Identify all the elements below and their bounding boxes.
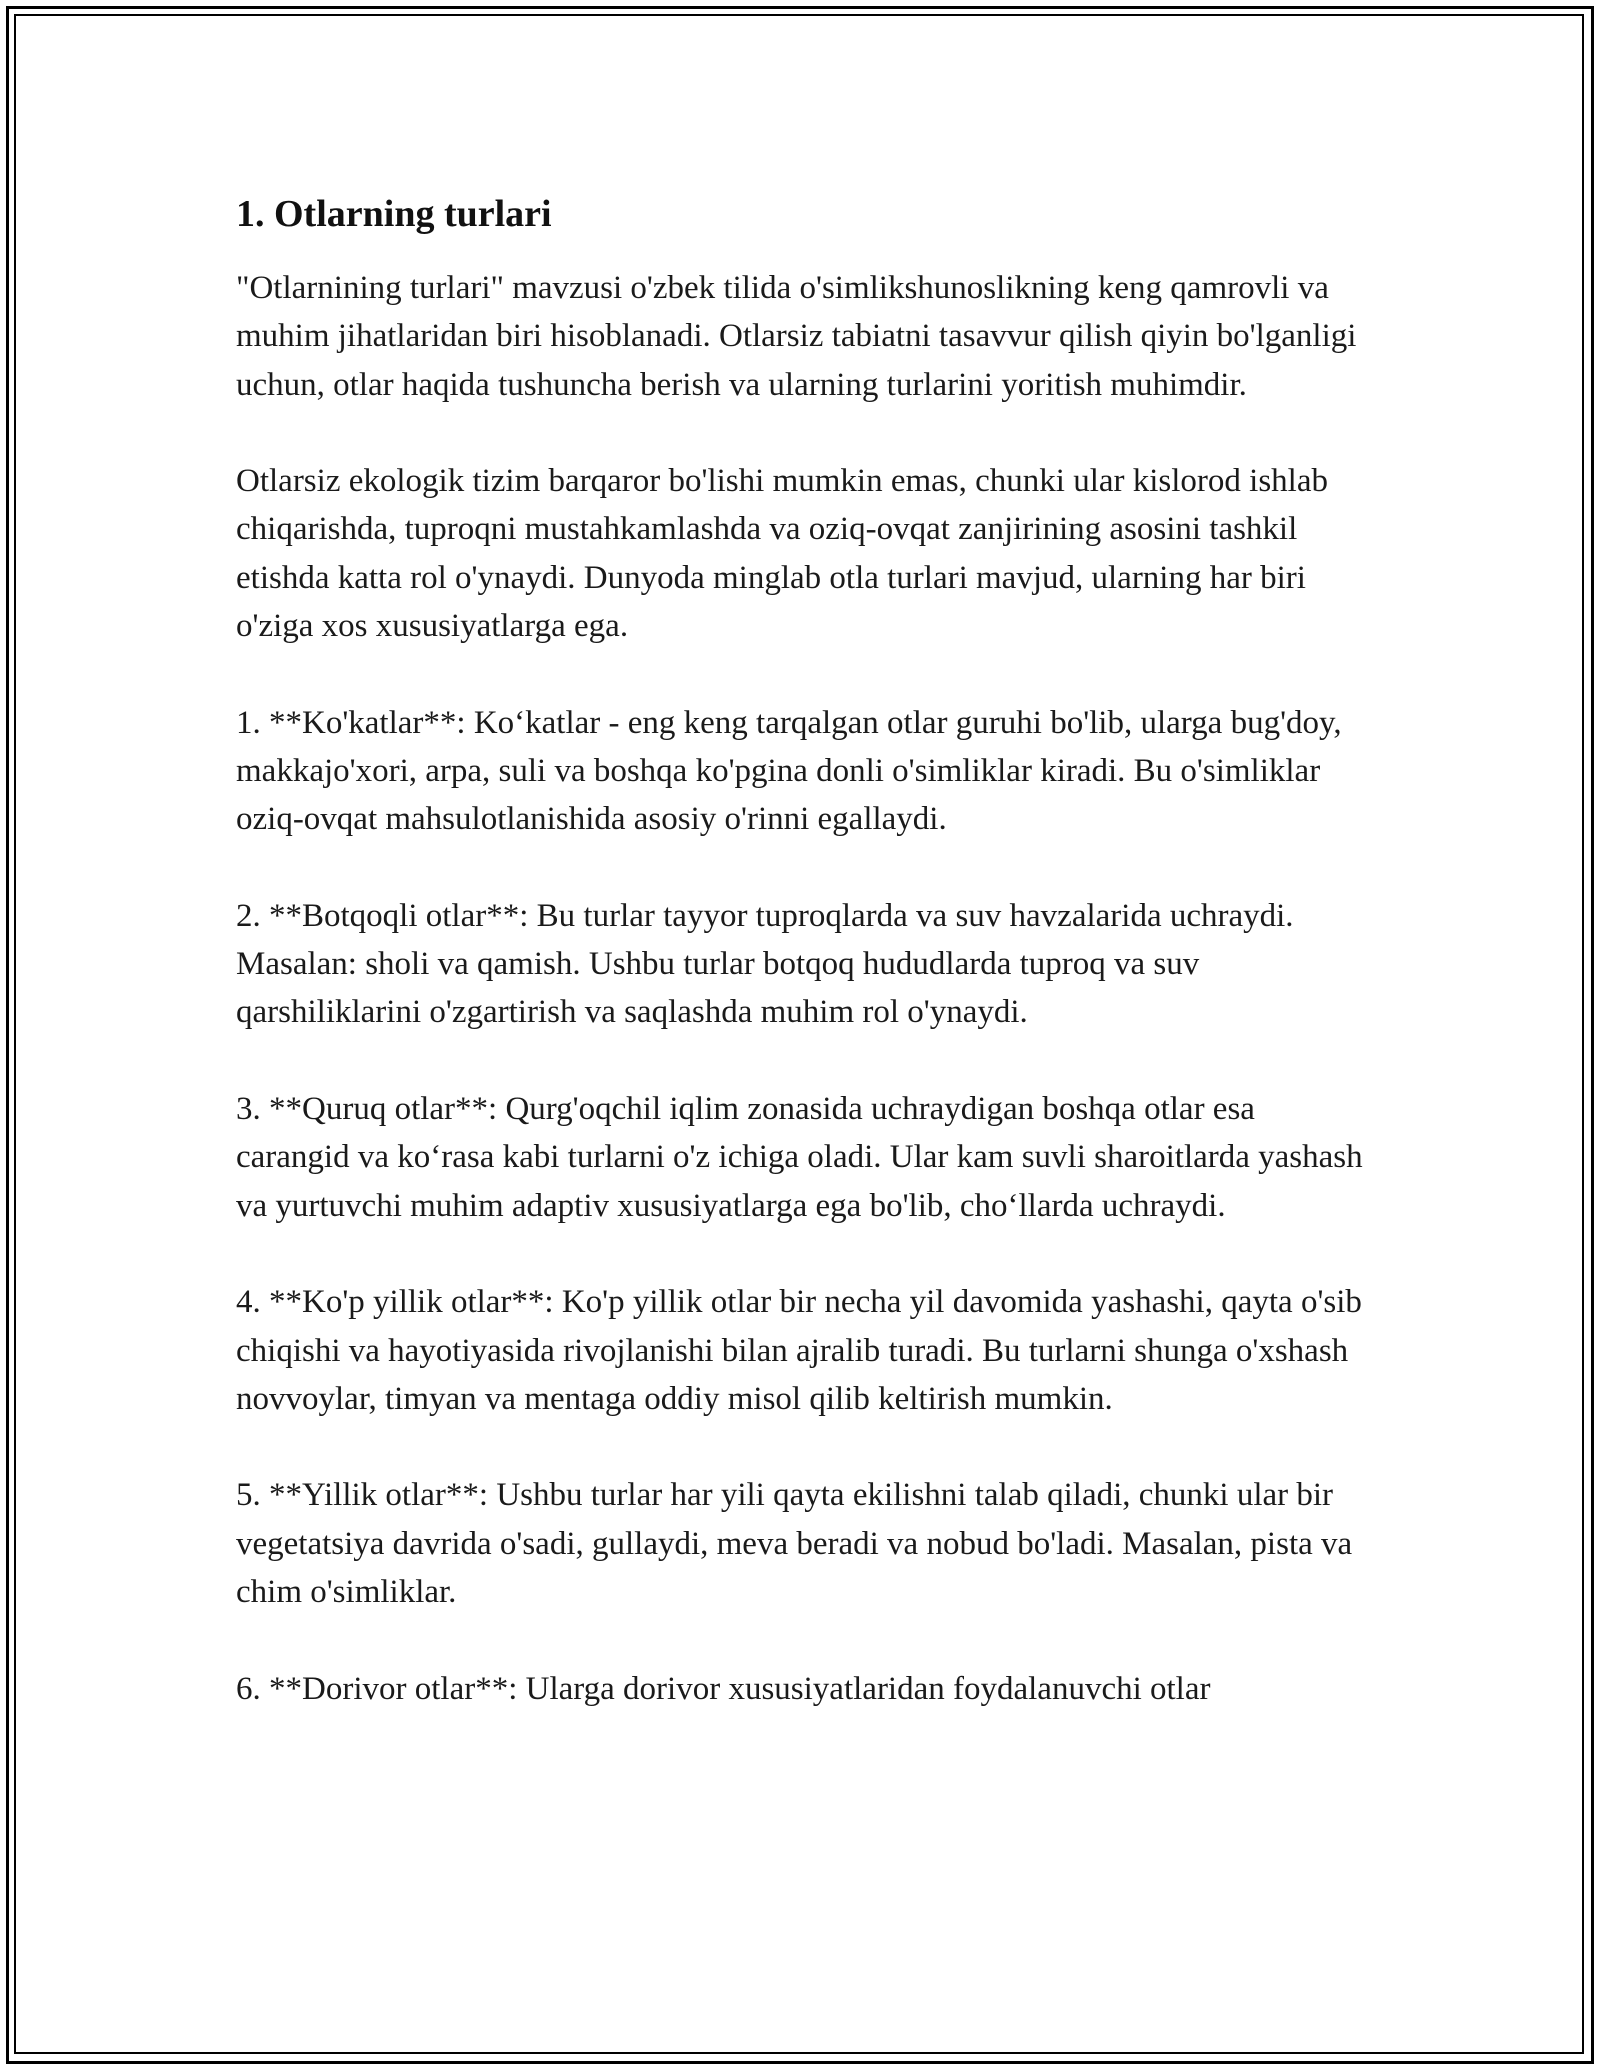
- document-body: [236, 184, 1376, 1761]
- section-heading: 1. Otlarning turlari: [236, 193, 552, 235]
- list-item-quruq-otlar: 3. **Quruq otlar**: Qurg'oqchil iqlim zonasida uchraydigan boshqa otlar esa carangid va ko‘rasa kabi turlarni o'z ichiga oladi. Ular kam suvli sharoitlarda yashash va yurtuvchi muhim adaptiv xususiyatlarga ega bo'lib, cho‘llarda uchraydi.: [236, 1091, 1363, 1224]
- list-item-dorivor-otlar: 6. **Dorivor otlar**: Ularga dorivor xususiyatlaridan foydalanuvchi otlar: [236, 1670, 1211, 1707]
- list-item-kokatlar: 1. **Ko'katlar**: Ko‘katlar - eng keng tarqalgan otlar guruhi bo'lib, ularga bug'doy, makkajo'xori, arpa, suli va boshqa ko'pgina donli o'simliklar kiradi. Bu o'simliklar oziq-ovqat mahsulotlanishida asosiy o'rinni egallaydi.: [236, 704, 1342, 838]
- list-item-yillik-otlar: 5. **Yillik otlar**: Ushbu turlar har yili qayta ekilishni talab qiladi, chunki ular bir vegetatsiya davrida o'sadi, gullaydi, meva beradi va nobud bo'ladi. Masalan, pista va chim o'simliklar.: [236, 1477, 1353, 1611]
- list-item-botqoqli-otlar: 2. **Botqoqli otlar**: Bu turlar tayyor tuproqlarda va suv havzalarida uchraydi. Masalan: sholi va qamish. Ushbu turlar botqoq hududlarda tuproq va suv qarshiliklarini o'zgartirish va saqlashda muhim rol o'ynaydi.: [236, 897, 1294, 1031]
- ecology-paragraph: Otlarsiz ekologik tizim barqaror bo'lishi mumkin emas, chunki ular kislorod ishlab chiqarishda, tuproqni mustahkamlashda va oziq-ovqat zanjirining asosini tashkil etishda katta rol o'ynaydi. Dunyoda minglab otla turlari mavjud, ularning har biri o'ziga xos xususiyatlarga ega.: [236, 463, 1328, 645]
- list-item-kop-yillik-otlar: 4. **Ko'p yillik otlar**: Ko'p yillik otlar bir necha yil davomida yashashi, qayta o'sib chiqishi va hayotiyasida rivojlanishi bilan ajralib turadi. Bu turlarni shunga o'xshash novvoylar, timyan va mentaga oddiy misol qilib keltirish mumkin.: [236, 1284, 1362, 1417]
- intro-paragraph: "Otlarnining turlari" mavzusi o'zbek tilida o'simlikshunoslikning keng qamrovli va muhim jihatlaridan biri hisoblanadi. Otlarsiz tabiatni tasavvur qilish qiyin bo'lganligi uchun, otlar haqida tushuncha berish va ularning turlarini yoritish muhimdir.: [236, 270, 1357, 403]
